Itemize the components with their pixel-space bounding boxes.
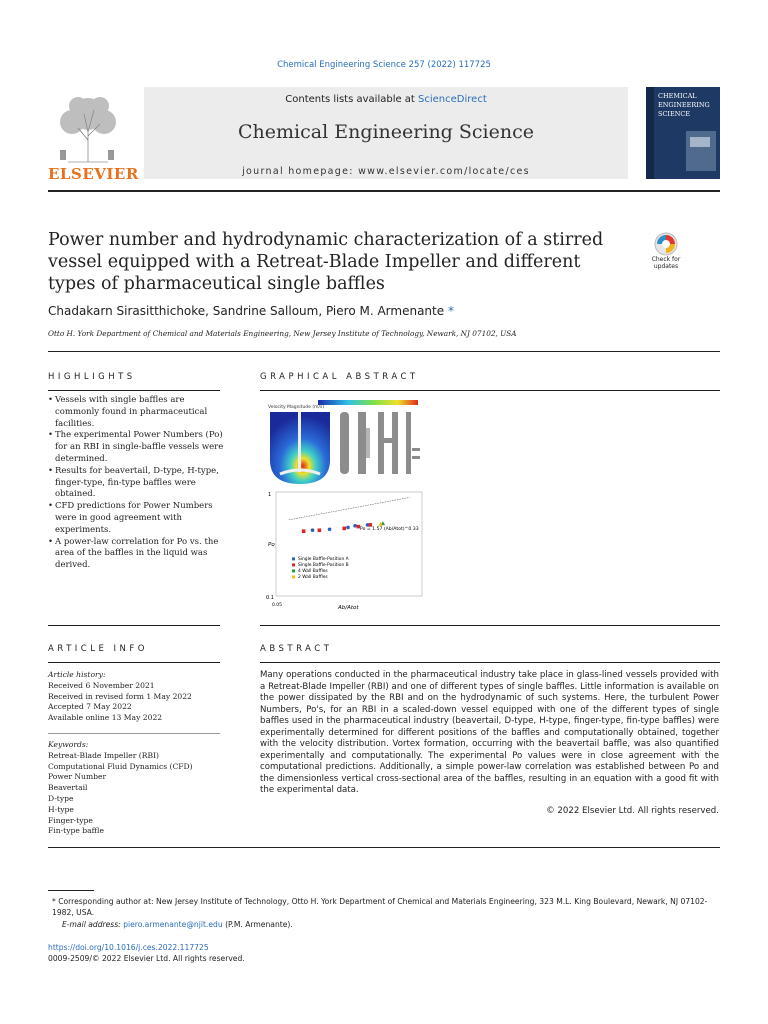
highlights-heading: HIGHLIGHTS <box>48 372 136 382</box>
doi-link[interactable]: https://doi.org/10.1016/j.ces.2022.117725 <box>48 943 209 952</box>
history-item: Accepted 7 May 2022 <box>48 702 132 712</box>
highlight-item: • The experimental Power Numbers (Po) for an RBI in single-baffle vessels were determined. <box>48 430 228 465</box>
graphical-abstract-heading: GRAPHICAL ABSTRACT <box>260 372 419 382</box>
publisher-name: ELSEVIER <box>48 165 139 183</box>
contents-prefix: Contents lists available at <box>285 94 419 105</box>
keyword-item: Finger-type <box>48 815 93 825</box>
header-divider <box>48 190 720 192</box>
data-point <box>311 528 315 532</box>
velocity-colorbar <box>318 400 418 405</box>
keyword-item: Fin-type baffle <box>48 826 104 836</box>
abstract-divider <box>260 662 720 663</box>
x-axis-label: Ab/Atot <box>338 605 359 610</box>
data-point <box>302 529 306 533</box>
graphical-abstract-divider <box>260 390 720 391</box>
authors-text: Chadakarn Sirasitthichoke, Sandrine Salloum, Piero M. Armenante <box>48 304 445 318</box>
colorbar-label: Velocity Magnitude (m/s) <box>268 405 325 410</box>
issn-copyright: 0009-2509/© 2022 Elsevier Ltd. All rights reserved. <box>48 954 245 963</box>
legend-label: 4 Wall Baffles <box>298 569 328 574</box>
keyword-item: Beavertail <box>48 783 88 793</box>
legend-marker <box>292 557 295 560</box>
article-info-heading: ARTICLE INFO <box>48 644 148 654</box>
keyword-item: Power Number <box>48 772 107 782</box>
highlight-item: • CFD predictions for Power Numbers were in good agreement with experiments. <box>48 501 228 536</box>
keyword-item: Retreat-Blade Impeller (RBI) <box>48 750 160 760</box>
x-left-tick: 0.05 <box>272 603 283 608</box>
y-top-tick: 1 <box>268 492 272 498</box>
abstract-copyright: © 2022 Elsevier Ltd. All rights reserved. <box>546 806 719 816</box>
legend-marker <box>292 563 295 566</box>
cover-title: CHEMICAL ENGINEERING SCIENCE <box>658 92 710 118</box>
check-for-updates-badge[interactable] <box>646 230 686 270</box>
data-point <box>368 523 372 527</box>
crossmark-label: Check for updates <box>651 256 681 270</box>
history-item: Available online 13 May 2022 <box>48 713 163 723</box>
article-info-top-divider <box>48 625 220 626</box>
article-history <box>48 670 228 724</box>
abstract-heading: ABSTRACT <box>260 644 333 654</box>
legend-label: 2 Wall Baffles <box>298 575 328 580</box>
corresponding-author-mark[interactable]: * <box>447 304 454 318</box>
data-point <box>353 524 357 528</box>
corresponding-author-note: * Corresponding author at: New Jersey Institute of Technology, Otto H. York Department of Chemical and Materials Engineering, 323 M.L. King Boulevard, Newark, NJ 07102-1982, USA. <box>52 897 708 917</box>
article-info-divider <box>48 662 220 663</box>
data-point <box>342 527 346 531</box>
highlight-item: • A power-law correlation for Po vs. the area of the baffles in the liquid was derived. <box>48 537 228 572</box>
email-suffix: (P.M. Armenante). <box>222 920 293 929</box>
section-divider <box>48 351 720 352</box>
journal-homepage[interactable]: journal homepage: www.elsevier.com/locate/ces <box>242 166 530 177</box>
keywords-divider <box>48 733 220 734</box>
keywords-label: Keywords: <box>48 740 89 749</box>
abstract-top-divider <box>260 625 720 626</box>
body-end-divider <box>48 847 720 848</box>
history-item: Received in revised form 1 May 2022 <box>48 691 192 701</box>
email-label: E-mail address: <box>62 920 124 929</box>
highlight-item: • Results for beavertail, D-type, H-type, finger-type, fin-type baffles were obtained. <box>48 466 228 501</box>
power-number-plot <box>266 488 426 610</box>
history-item: Received 6 November 2021 <box>48 680 155 690</box>
keyword-item: Computational Fluid Dynamics (CFD) <box>48 761 193 771</box>
y-bottom-tick: 0.1 <box>266 595 274 601</box>
author-list <box>48 304 454 318</box>
email-link[interactable]: piero.armenante@njit.edu <box>123 920 223 929</box>
highlights-list <box>48 395 228 572</box>
journal-title: Chemical Engineering Science <box>238 121 534 143</box>
contents-line <box>144 94 628 105</box>
keywords-block <box>48 740 228 837</box>
plot-frame <box>276 492 422 596</box>
keyword-item: H-type <box>48 804 74 814</box>
abstract-text: Many operations conducted in the pharmaceutical industry take place in glass-lined vessels provided with a Retreat-Blade Impeller (RBI) and one of different types of single baffles. Little information is available on the power dissipated by the RBI and on the hydrodynamic of such systems. Here, the turbulent Power Numbers, Po's, for an RBI in a scaled-down vessel equipped with one of the different types of single baffles used in the pharmaceutical industry (beavertail, D-type, H-type, finger-type, fin-type baffles) were experimentally determined for different positions of the baffles and computationally obtained, together with the velocity distribution. Vortex formation, occurring with the beavertail baffle, was also quantified experimentally and computationally. The experimental Po values were in close agreement with the computational predictions. Additionally, a simple power-law correlation was established between Po and the dimensionless vertical cross-sectional area of the baffles, resulting in an equation with a good fit with the experimental data. <box>260 670 719 795</box>
journal-reference-link[interactable]: Chemical Engineering Science 257 (2022) 117725 <box>277 60 491 70</box>
elsevier-logo <box>48 92 128 164</box>
elsevier-tree-icon <box>48 92 128 164</box>
baffle-shapes <box>340 412 420 474</box>
cfd-velocity-contour <box>266 398 426 488</box>
data-point <box>346 526 350 530</box>
article-history-label: Article history: <box>48 670 106 679</box>
data-point <box>357 525 361 529</box>
legend-marker <box>292 575 295 578</box>
impeller-shaft <box>298 412 301 472</box>
keyword-item: D-type <box>48 793 74 803</box>
sciencedirect-link[interactable]: ScienceDirect <box>418 94 487 105</box>
legend-marker <box>292 569 295 572</box>
email-note <box>62 919 712 930</box>
data-point <box>318 528 322 532</box>
author-affiliation: Otto H. York Department of Chemical and Materials Engineering, New Jersey Institute of Technology, Newark, NJ 07102, USA <box>48 329 517 338</box>
highlight-item: • Vessels with single baffles are commonly found in pharmaceutical facilities. <box>48 395 228 430</box>
y-axis-label: Po <box>268 542 275 548</box>
fit-equation: Po = 1.57 (Ab/Atot)^0.33 <box>360 527 419 532</box>
graphical-abstract-figure <box>266 398 426 610</box>
article-title: Power number and hydrodynamic characterization of a stirred vessel equipped with a Retreat-Blade Impeller and different types of pharmaceutical single baffles <box>48 230 604 294</box>
data-point <box>328 527 332 531</box>
highlights-divider <box>48 390 220 391</box>
footnote-divider <box>48 890 94 891</box>
legend-label: Single Baffle-Position B <box>298 563 349 568</box>
legend-label: Single Baffle-Position A <box>298 557 349 562</box>
